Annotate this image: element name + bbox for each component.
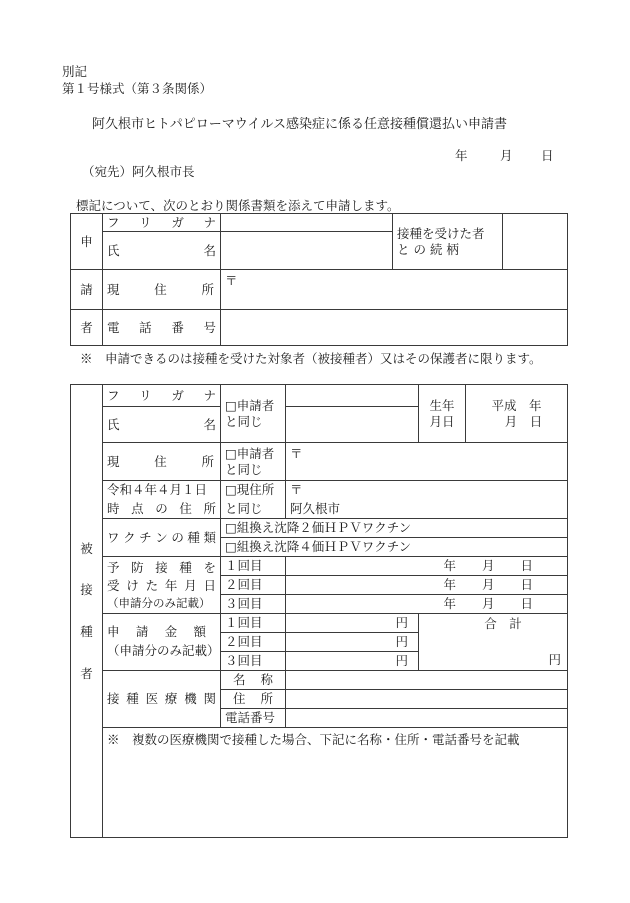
birth-date-field[interactable]: 平成 年 月 日 — [466, 385, 568, 443]
recipient-side-label: 被 接 種 者 — [71, 385, 103, 838]
addressee: （宛先）阿久根市長 — [82, 164, 195, 179]
dose-2-date-label: ２回目 — [221, 576, 286, 595]
same-as-current-address-checkbox[interactable]: □現住所 と同じ — [221, 481, 286, 519]
recipient-table — [70, 384, 568, 838]
recipient-furigana-label: フ リ ガ ナ — [103, 385, 221, 407]
facility-address-field[interactable] — [286, 690, 568, 709]
recipient-furigana-field[interactable] — [286, 385, 419, 407]
city-name: 阿久根市 — [290, 500, 341, 516]
dose-2-amount-field[interactable]: 円 — [286, 633, 419, 652]
applicant-table — [70, 213, 568, 346]
dose-1-date-field[interactable]: 年 月 日 — [286, 557, 568, 576]
facility-phone-field[interactable] — [286, 709, 568, 728]
total-amount-field[interactable] — [419, 614, 568, 671]
applicant-relation-label: 接種を受けた者 と の 続 柄 — [393, 214, 503, 270]
dose-2-date-field[interactable]: 年 月 日 — [286, 576, 568, 595]
dose-3-date-field[interactable]: 年 月 日 — [286, 595, 568, 614]
facility-phone-label: 電話番号 — [221, 709, 286, 728]
eligibility-note: ※ 申請できるのは接種を受けた対象者（被接種者）又はその保護者に限ります。 — [80, 351, 542, 366]
recipient-name-label: 氏 名 — [103, 407, 221, 443]
applicant-phone-field[interactable] — [221, 310, 568, 346]
past-address-field[interactable] — [286, 481, 568, 519]
postal-mark: 〒 — [290, 446, 303, 461]
intro-text: 標記について、次のとおり関係書類を添えて申請します。 — [76, 198, 400, 213]
form-number: 第１号様式（第３条関係） — [62, 81, 213, 96]
postal-mark: 〒 — [290, 482, 303, 498]
vaccine-type-label: ワ ク チ ン の 種 類 — [103, 519, 221, 557]
applicant-name-field[interactable] — [221, 232, 393, 270]
amount-label: 申 請 金 額 （申請分のみ記載） — [103, 614, 221, 671]
applicant-name-label: 氏 名 — [103, 232, 221, 270]
dose-3-amount-label: ３回目 — [221, 652, 286, 671]
form-title: 阿久根市ヒトパピローマウイルス感染症に係る任意接種償還払い申請書 — [92, 117, 507, 132]
applicant-side-label: 申 — [71, 214, 103, 270]
applicant-phone-label: 電 話 番 号 — [103, 310, 221, 346]
dose-2-amount-label: ２回目 — [221, 633, 286, 652]
recipient-address-field[interactable] — [286, 443, 568, 481]
total-label: 合 計 — [484, 616, 522, 631]
applicant-relation-field[interactable] — [503, 214, 568, 270]
facility-name-field[interactable] — [286, 671, 568, 690]
annex-label: 別記 — [62, 64, 88, 79]
applicant-side-label-2: 請 — [71, 270, 103, 310]
date-month-label: 月 — [500, 148, 513, 163]
recipient-same-as-applicant-checkbox[interactable]: □申請者 と同じ — [221, 385, 286, 443]
postal-mark: 〒 — [225, 273, 238, 288]
recipient-address-label: 現 住 所 — [103, 443, 221, 481]
past-address-label: 令和４年４月１日 時 点 の 住 所 — [103, 481, 221, 519]
applicant-address-label: 現 住 所 — [103, 270, 221, 310]
applicant-address-field[interactable] — [221, 270, 568, 310]
vaccine-option-bivalent[interactable]: □組換え沈降２価ＨＰＶワクチン — [221, 519, 568, 538]
applicant-side-label-3: 者 — [71, 310, 103, 346]
date-year-label: 年 — [455, 148, 468, 163]
vaccination-dates-label: 予 防 接 種 を 受 け た 年 月 日 （申請分のみ記載） — [103, 557, 221, 614]
dose-3-amount-field[interactable]: 円 — [286, 652, 419, 671]
multiple-facilities-area[interactable] — [103, 728, 568, 838]
birth-date-label: 生年 月日 — [419, 385, 466, 443]
applicant-furigana-label: フ リ ガ ナ — [103, 214, 221, 232]
total-yen: 円 — [548, 652, 561, 668]
vaccine-option-quadrivalent[interactable]: □組換え沈降４価ＨＰＶワクチン — [221, 538, 568, 557]
multiple-facilities-note: ※ 複数の医療機関で接種した場合、下記に名称・住所・電話番号を記載 — [107, 732, 520, 747]
facility-name-label: 名 称 — [221, 671, 286, 690]
medical-facility-label: 接 種 医 療 機 関 — [103, 671, 221, 728]
facility-address-label: 住 所 — [221, 690, 286, 709]
date-day-label: 日 — [541, 148, 554, 163]
dose-3-date-label: ３回目 — [221, 595, 286, 614]
dose-1-amount-label: １回目 — [221, 614, 286, 633]
recipient-name-field[interactable] — [286, 407, 419, 443]
dose-1-date-label: １回目 — [221, 557, 286, 576]
recipient-same-address-checkbox[interactable]: □申請者 と同じ — [221, 443, 286, 481]
dose-1-amount-field[interactable]: 円 — [286, 614, 419, 633]
applicant-furigana-field[interactable] — [221, 214, 393, 232]
